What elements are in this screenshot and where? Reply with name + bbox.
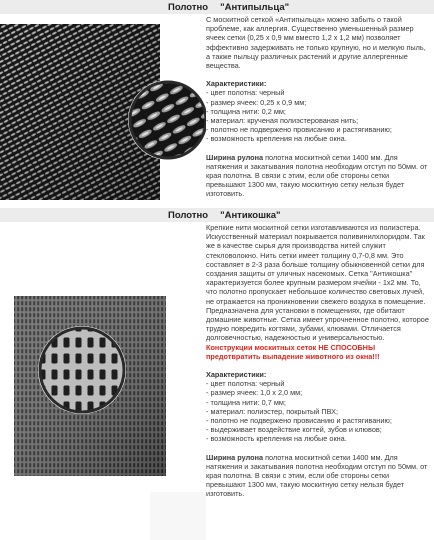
characteristics-heading: Характеристики: xyxy=(206,79,267,89)
list-item: - возможность крепления на любые окна. xyxy=(206,134,430,143)
section-header-antipyltsa xyxy=(0,0,434,14)
section-header-antikoshka xyxy=(0,208,434,222)
list-item: - полотно не подвержено провисанию и растягиванию; xyxy=(206,125,430,134)
antipyltsa-description xyxy=(206,15,430,199)
characteristics-list xyxy=(206,379,430,443)
antikoshka-description xyxy=(206,223,430,499)
section-product-name: "Антипыльца" xyxy=(220,1,290,13)
roll-width-body: полотна москитной сетки 1400 мм. Для натяжения и закатывания полотна необходим отступ по 50мм. от края полотна. В связи с этим, если обе стороны сетки превышают 1300 мм, такую москитную сетку нельзя будет изготовить. xyxy=(206,452,428,499)
roll-width-heading: Ширина рулона xyxy=(206,452,264,462)
list-item: - размер ячеек: 1,0 х 2,0 мм; xyxy=(206,388,430,397)
roll-width-body: полотна москитной сетки 1400 мм. Для натяжения и закатывания полотна необходим отступ по 50мм. от края полотна. В связи с этим, если обе стороны сетки превышают 1300 мм, такую москитную сетку нельзя будет изготовить. xyxy=(206,152,428,199)
list-item: - возможность крепления на любые окна. xyxy=(206,434,430,443)
list-item: - толщина нити: 0,2 мм; xyxy=(206,107,430,116)
section-label: Полотно xyxy=(168,209,209,221)
list-item: - материал: полиэстер, покрытый ПВХ; xyxy=(206,407,430,416)
list-item: - материал: крученая полиэстерованая нить; xyxy=(206,116,430,125)
list-item: - выдерживает воздействие когтей, зубов и клювов; xyxy=(206,425,430,434)
roll-width-text xyxy=(206,153,430,199)
list-item: - толщина нити: 0,7 мм; xyxy=(206,398,430,407)
characteristics-list xyxy=(206,88,430,143)
characteristics-heading: Характеристики: xyxy=(206,370,267,380)
list-item: - полотно не подвержено провисанию и растягиванию; xyxy=(206,416,430,425)
antikoshka-mesh-photo xyxy=(0,222,206,540)
roll-width-heading: Ширина рулона xyxy=(206,152,264,162)
warning-suffix: предотвратить выпадение животного из окна!!! xyxy=(206,351,380,361)
list-item: - размер ячеек: 0,25 х 0,9 мм; xyxy=(206,98,430,107)
list-item: - цвет полотна: черный xyxy=(206,88,430,97)
antipyltsa-mesh-photo xyxy=(0,14,206,208)
intro-text: Крепкие нити москитной сетки изготавливаются из полиэстера. Искусственный материал покрывается поливинилхлоридом. Так же в качестве сырья для производства нитей служит стекловолокно. Нить сетки имеет толщину 0,7-0,8 мм. Это составляет в 2-3 раза больше толщину обыкновенной сетки для создания защиты от уличных насекомых. Сетка "Антикошка" характеризуется более крупным размером ячейки - 1х2 мм. То, что полотно пропускает небольшое количество световых лучей, не отражается на проникновении свежего воздуха в помещение. Предназначена для установки в помещениях, где обитают домашние животные. Сетка имеет упрочненное полотно, которое трудно повредить когтями, зубами, клювами. Отличается долговечностью, надежностью и универсальностью. xyxy=(206,223,429,343)
warning-text xyxy=(206,343,430,361)
list-item: - цвет полотна: черный xyxy=(206,379,430,388)
warning-prefix: Конструкции москитных сеток xyxy=(206,342,317,352)
section-label: Полотно xyxy=(168,1,209,13)
roll-width-text xyxy=(206,453,430,499)
section-product-name: "Антикошка" xyxy=(220,209,281,221)
intro-text: С москитной сеткой «Антипыльца» можно забыть о такой проблеме, как аллергия. Существенно уменьшенный размер ячеек сетки (0,25 х 0,9 мм вместо 1,2 х 1,2 мм) позволяет эффективно задерживать не только крупную, но и мелкую пыль, а также пыльцу различных растений и другие аллергенные вещества. xyxy=(206,15,426,71)
warning-emphasis: НЕ СПОСОБНЫ xyxy=(318,342,376,352)
